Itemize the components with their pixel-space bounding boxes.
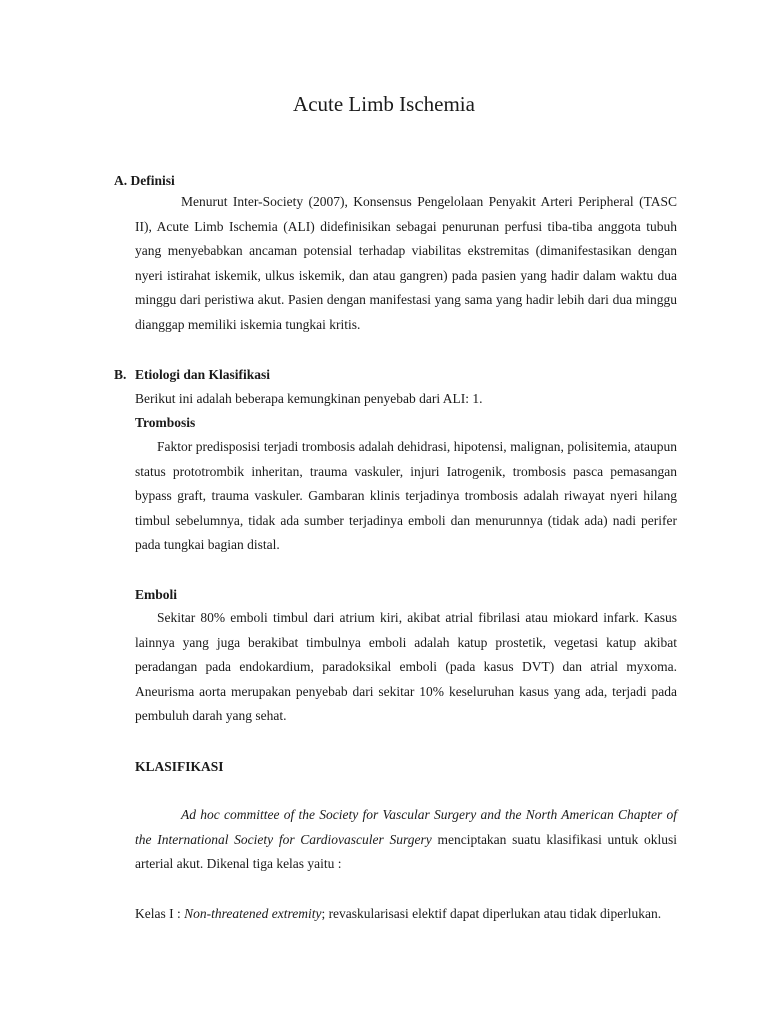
kelas-1-prefix: Kelas I : [135,906,185,921]
section-a-paragraph: Menurut Inter-Society (2007), Konsensus Pengelolaan Penyakit Arteri Peripheral (TASC II), Acute Limb Ischemia (ALI) didefinisikan sebagai penurunan perfusi tiba-tiba anggota tubuh yang menyebabkan ancaman potensial terhadap viabilitas ekstremitas (dimanifestasikan dengan nyeri istirahat iskemik, ulkus iskemik, dan atau gangren) pada pasien yang hadir dalam waktu dua minggu dari peristiwa akut. Pasien dengan manifestasi yang sama yang hadir lebih dari dua minggu dianggap memiliki iskemia tungkai kritis. [135,194,677,332]
klasifikasi-heading: KLASIFIKASI [135,759,224,774]
trombosis-paragraph: Faktor predisposisi terjadi trombosis adalah dehidrasi, hipotensi, malignan, polisitemia, ataupun status prototrombik inheritan, trauma vaskuler, injuri Iatrogenik, trombosis pasca pemasangan bypass graft, trauma vaskuler. Gambaran klinis terjadinya trombosis adalah riwayat nyeri hilang timbul sebelumnya, tidak ada sumber terjadinya emboli dan menurunnya (tidak ada) nadi perifer pada tungkai bagian distal. [135,439,677,552]
section-b-heading [114,366,270,384]
page-title: Acute Limb Ischemia [293,92,475,116]
section-a-heading: A. Definisi [114,173,175,188]
section-b-title: Etiologi dan Klasifikasi [135,367,271,382]
klasifikasi-paragraph [135,803,677,877]
section-b-intro: Berikut ini adalah beberapa kemungkinan penyebab dari ALI: 1. [135,391,483,406]
trombosis-heading: Trombosis [135,415,196,430]
kelas-1-line [135,905,661,923]
emboli-paragraph: Sekitar 80% emboli timbul dari atrium kiri, akibat atrial fibrilasi atau miokard infark. Kasus lainnya yang juga berakibat timbulnya emboli adalah katup prostetik, vegetasi katup akibat peradangan pada endokardium, paradoksikal emboli (pada kasus DVT) dan atrial myxoma. Aneurisma aorta merupakan penyebab dari sekitar 10% keseluruhan kasus yang ada, terjadi pada pembuluh darah yang sehat. [135,610,677,723]
emboli-heading: Emboli [135,587,178,602]
klasifikasi-italic-text: Ad hoc committee of the Society for Vascular Surgery and the North American Chapter of the International Society for Cardiovasculer Surgery [135,807,677,847]
section-b-number: B. [114,367,127,382]
kelas-1-rest: ; revaskularisasi elektif dapat diperlukan atau tidak diperlukan. [321,906,662,921]
klasifikasi-rest-text: menciptakan suatu klasifikasi untuk oklusi arterial akut. Dikenal tiga kelas yaitu : [135,831,678,871]
kelas-1-italic: Non-threatened extremity [184,906,322,921]
